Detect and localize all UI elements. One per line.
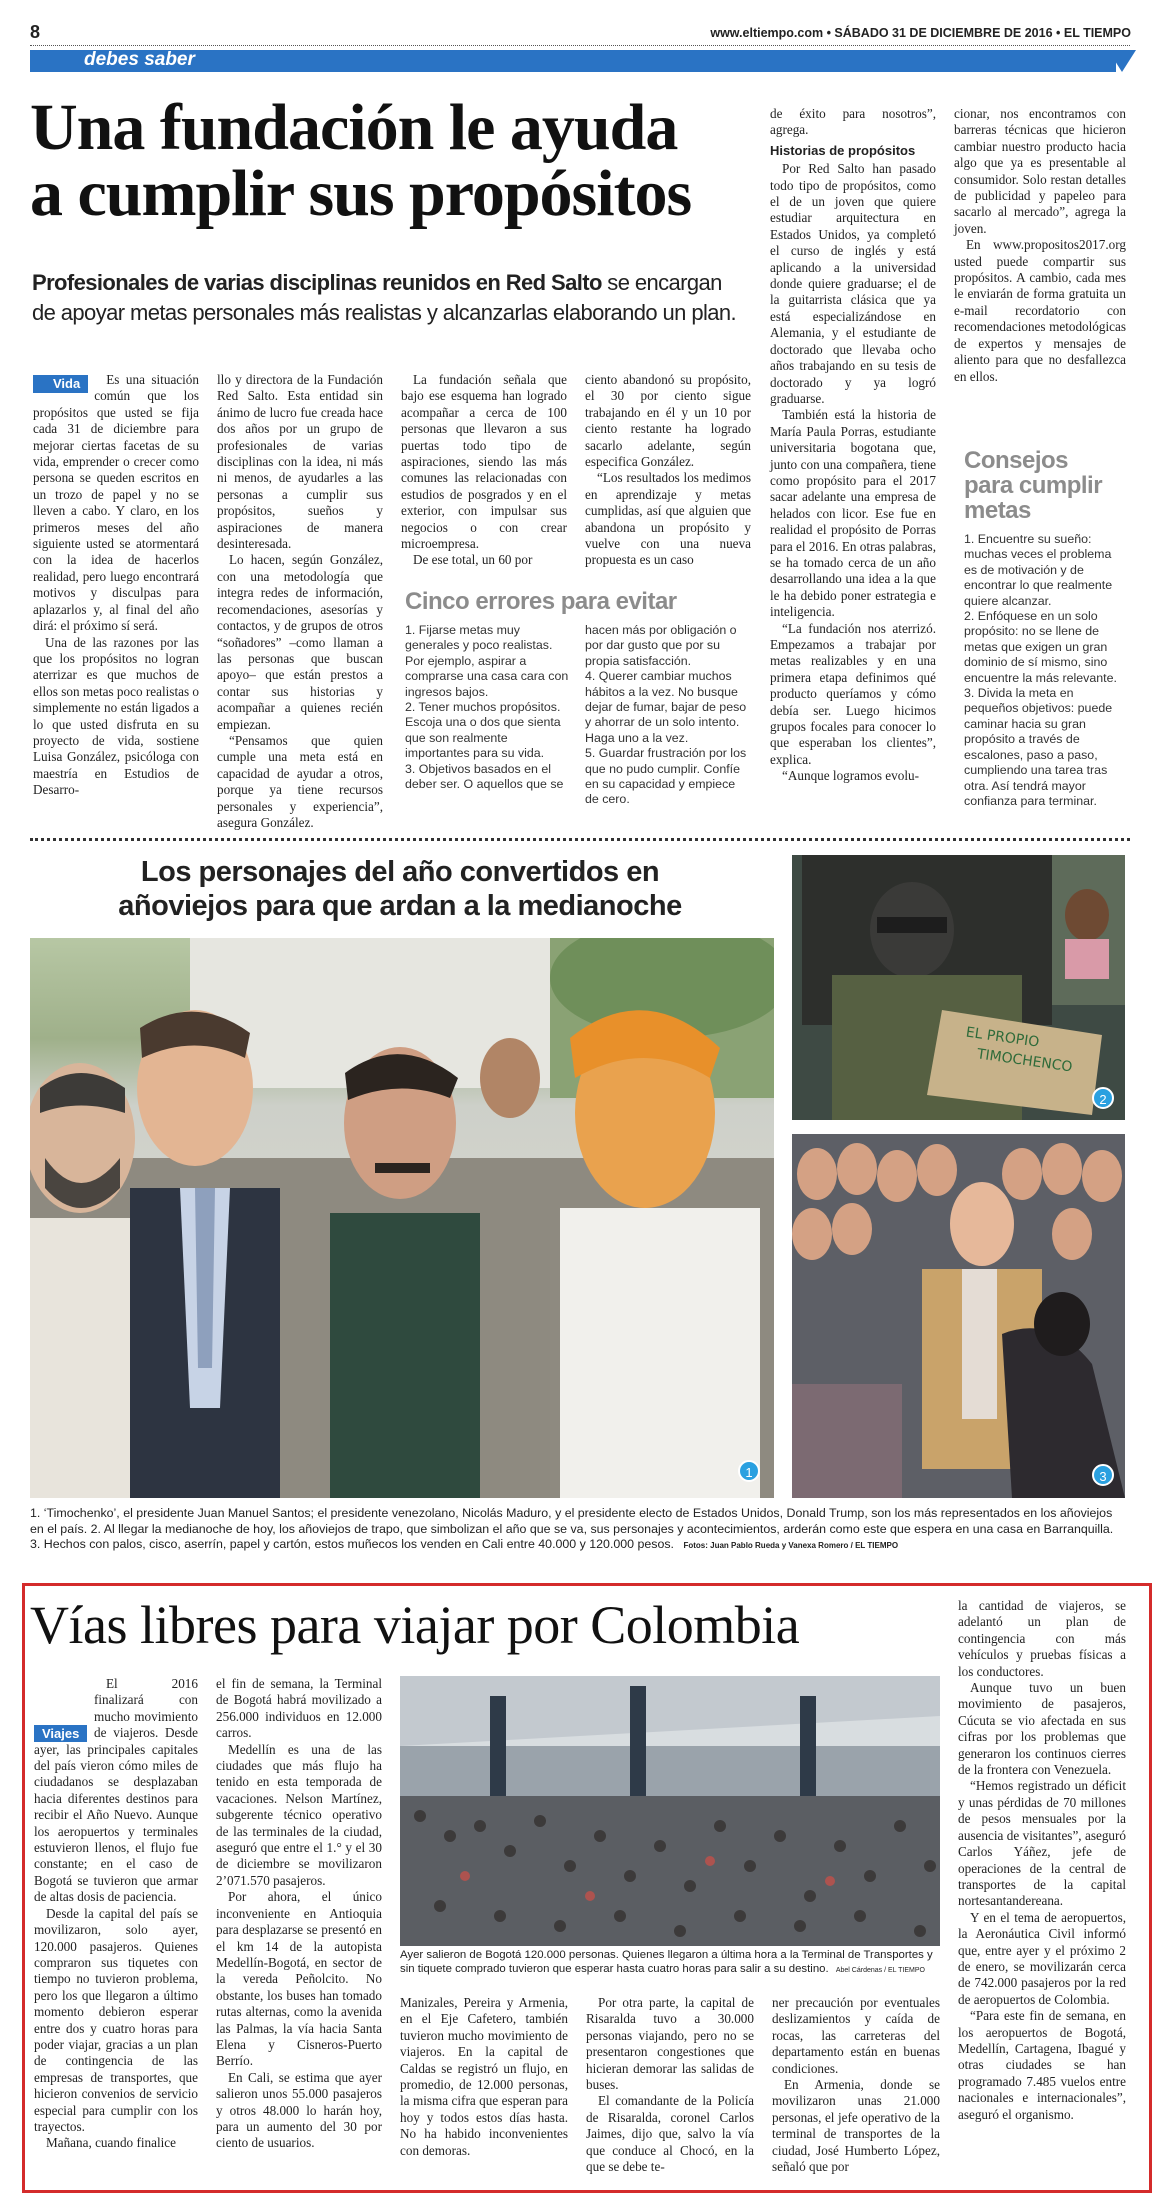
photo-timochenko-barranquilla — [792, 855, 1125, 1120]
col1-p1-text: El 2016 finalizará con mucho movimiento de viajeros. Desde ayer, las principales capitales del país vieron cómo miles de ciudadanos se desplazaban hacia diferentes destinos para recibir el Año Nuevo. Aunque los aeropuertos y terminales estuvieron llenos, el flujo fue constante; en el caso de Bogotá se tuvieron que armar de altas dosis de paciencia. — [34, 1676, 198, 1905]
photo-anoviejos-bogota — [30, 938, 774, 1498]
subhead-bold: Profesionales de varias disciplinas reunidos en Red Salto — [32, 270, 602, 295]
paragraph: Una de las razones por las que los propósitos no logran aterrizar es que muchos de ellos son metas poco realistas o simplemente no están ligados a lo que usted disfruta en su proyecto de vida, sostiene Luisa González, psicóloga con maestría en Estudios de Desarro- — [33, 634, 199, 798]
errors-title: Cinco errores para evitar — [405, 588, 677, 615]
article3-col2 — [216, 1676, 382, 2152]
paragraph: “La fundación nos aterrizó. Empezamos a trabajar por metas realizables y en una primera etapa definimos qué producto queríamos y cómo debía ser. Luego hicimos grupos focales para conocer lo que esperaban los clientes”, explica. — [770, 620, 936, 767]
tips-title-1: Consejos — [964, 447, 1069, 474]
paragraph: “Hemos registrado un déficit y unas pérdidas de 70 millones de pesos mensuales por la ausencia de visitantes”, aseguró Carlos Yáñez, jefe de operaciones de la central de transportes de la capital nortesantandereana. — [958, 1778, 1126, 1909]
paragraph: Medellín es una de las ciudades que más flujo ha tenido en esta temporada de vacaciones. Nelson Martínez, subgerente técnico operativo de las terminales de la ciudad, aseguró que entre el 1.° y el 30 de diciembre se movilizaron 2’071.570 pasajeros. — [216, 1741, 382, 1888]
paragraph: cionar, nos encontramos con barreras técnicas que hicieron cambiar nuestro producto hacia algo que ya es presentable al consumidor. Solo restan detalles de publicidad y papeleo para sacarlo al mercado”, agrega la joven. — [954, 106, 1126, 236]
paragraph-with-tag — [33, 372, 199, 635]
subhead-rest-1: se encargan — [601, 270, 722, 295]
paragraph: En www.propositos2017.org usted puede compartir sus propósitos. A cambio, cada mes le enviarán de forma gratuita un e-mail recordatorio con recomendaciones metodológicas de expertos y mensajes de aliento para que no desfallezca en ellos. — [954, 237, 1126, 384]
photo-credit: Fotos: Juan Pablo Rueda y Vanexa Romero / EL TIEMPO — [683, 1541, 899, 1551]
photo-badge-2: 2 — [1092, 1087, 1114, 1109]
tips-text: 1. Encuentre su sueño: muchas veces el problema es de motivación y de encontrar lo que realmente quiere alcanzar. 2. Enfóquese en un solo propósito: no se llene de metas que exigen un gran dominio de sí mismo, sino encuentre la más relevante. 3. Divida la meta en pequeños objetivos: puede caminar hacia su gran propósito a través de escalones, paso a paso, cumpliendo una tarea tras otra. Así tendrá mayor confianza para terminar. — [964, 532, 1117, 808]
article1-subhead — [32, 268, 772, 328]
photo-credit: Abel Cárdenas / EL TIEMPO — [835, 1967, 925, 1974]
article1-col5 — [770, 106, 936, 785]
paragraph: Y en el tema de aeropuertos, la Aeronáutica Civil informó que, entre ayer y el próximo 2 de enero, se movilizarán cerca de 742.000 pasajeros por la red de aeropuertos de Colombia. — [958, 1909, 1126, 2007]
paragraph: el fin de semana, la Terminal de Bogotá habrá movilizado a 256.000 individuos en 12.000 carros. — [216, 1676, 382, 1741]
paragraph: En Cali, se estima que ayer salieron unos 55.000 pasajeros y otros 48.000 lo harán hoy, para un aumento del 30 por ciento de usuarios. — [216, 2069, 382, 2151]
subhead-rest-2: de apoyar metas personales más realistas y alcanzarlas elaborando un plan. — [32, 300, 737, 325]
paragraph: Por ahora, el único inconveniente en Antioquia para desplazarse se presentó en el km 14 de la autopista Medellín-Bogotá, en sector de la vereda Peñolcito. No obstante, los buses han tomado rutas alternas, como la avenida las Palmas, la vía hacia Santa Elena y Cisneros-Puerto Berrío. — [216, 1889, 382, 2069]
paragraph: En Armenia, donde se movilizaron unas 21.000 personas, el jefe operativo de la terminal de transportes de la ciudad, José Humberto López, señaló que por — [772, 2077, 940, 2175]
errors-col1: 1. Fijarse metas muy generales y poco realistas. Por ejemplo, aspirar a comprarse una casa cara con ingresos bajos. 2. Tener muchos propósitos. Escoja una o dos que sienta que son realmente importantes para su vida. 3. Objetivos basados en el deber ser. O aquellos que se — [405, 623, 569, 792]
headline-line-2: a cumplir sus propósitos — [30, 157, 692, 230]
article3-headline: Vías libres para viajar por Colombia — [30, 1595, 800, 1655]
tips-title-3: metas — [964, 497, 1031, 524]
paragraph: Por Red Salto han pasado todo tipo de propósitos, como el de un joven que quiere estudiar arquitectura en Estados Unidos, ya completó el curso de inglés y está aplicando a la universidad donde quiere graduarse; el de la guitarrista clásica que ya está especializándose en Alemania, y el estudiante de doctorado que llevaba ocho años trabajando en su tesis de doctorado y ya logró graduarse. — [770, 161, 936, 406]
vida-tag: Vida — [33, 375, 88, 393]
article1-col2 — [217, 372, 383, 831]
paragraph: ner precaución por eventuales deslizamientos y caída de rocas, las carreteras del departamento están en buenas condiciones. — [772, 1995, 940, 2076]
photo-badge-1: 1 — [738, 1460, 760, 1482]
paragraph: de éxito para nosotros”, agrega. — [770, 106, 936, 138]
article2-caption — [30, 1506, 1126, 1554]
page-number: 8 — [30, 22, 41, 42]
headline-line-2: añoviejos para que ardan a la medianoche — [118, 890, 682, 922]
article1-col1 — [33, 372, 199, 799]
section-arrow — [1108, 50, 1136, 72]
sign-line-1: EL PROPIO — [964, 1024, 1041, 1051]
errors-col2: hacen más por obligación o por dar gusto que por su propia satisfacción. 4. Querer cambiar muchos hábitos a la vez. No busque dejar de fumar, bajar de peso y ahorrar de un solo intento. Haga uno a la vez. 5. Guardar frustración por los que no pudo cumplir. Confíe en su capacidad y empiece de cero. — [585, 623, 747, 807]
paragraph: Por otra parte, la capital de Risaralda tuvo a 30.000 personas viajando, pero no se presentaron congestiones que hicieran demorar las salidas de buses. — [586, 1995, 754, 2093]
paragraph: Lo hacen, según González, con una metodología que integra redes de información, recomendaciones, asesorías y contactos, y de grupos de otros “soñadores” –como llaman a las personas que buscan apoyo– que están prestos a contar sus historias y acompañar a quienes recién empiezan. — [217, 552, 383, 732]
paragraph: “Los resultados los medimos en aprendizaje y metas cumplidas, así que alguien que abandona un propósito y vuelve con una nueva propuesta es un caso — [585, 470, 751, 568]
paragraph: Desde la capital del país se movilizaron, solo ayer, 120.000 pasajeros. Quienes compraron sus tiquetes con tiempo no tuvieron problema, pero los que llegaron a último momento debieron esperar entre dos y cuatro horas para poder viajar, gracias a un plan de contingencia de las empresas de transportes, que hicieron convenios de servicio especial para cumplir con los trayectos. — [34, 1905, 198, 2134]
paragraph: Mañana, cuando finalice — [46, 2135, 176, 2151]
article3-col3 — [400, 1995, 568, 2159]
article3-photo-caption — [400, 1948, 940, 1978]
article3-col4 — [586, 1995, 754, 2175]
photo-badge-3: 3 — [1092, 1464, 1114, 1486]
paragraph: Manizales, Pereira y Armenia, en el Eje Cafetero, también tuvieron mucho movimiento de viajeros. En la capital de Caldas se registró un flujo, en promedio, de 12.000 personas, la misma cifra que esperan para hoy y todos estos días hasta. No ha habido inconvenientes con demoras. — [400, 1995, 568, 2158]
article1-headline — [30, 91, 692, 230]
paragraph-with-tag — [34, 1676, 198, 1906]
photo-4-illustration — [400, 1676, 940, 1946]
paragraph: También está la historia de María Paula Porras, estudiante universitaria bogotana que, junto con una compañera, tiene como propósito para el 2017 sacar adelante una empresa de helados con licor. Ese fue en realidad el propósito de Porras para el 2016. En otras palabras, se ha tomado cerca de un año desarrollando una idea a la que le ha debido poner estrategia e inteligencia. — [770, 407, 936, 620]
article2-headline — [30, 855, 770, 923]
paragraph: El comandante de la Policía de Risaralda, coronel Carlos Jaimes, dijo que, salvo la vía que conduce al Chocó, en la que se debe te- — [586, 2093, 754, 2175]
paragraph: “Aunque logramos evolu- — [782, 768, 919, 784]
paragraph: la cantidad de viajeros, se adelantó un plan de contingencia con más vehículos y pruebas físicas a los conductores. — [958, 1598, 1126, 1679]
photo-3-illustration — [792, 1134, 1125, 1498]
paragraph: ciento abandonó su propósito, el 30 por ciento sigue trabajando en él y un 10 por ciento restante ha logrado sacarlo adelante, según especifica González. — [585, 372, 751, 470]
article3-col6 — [958, 1598, 1126, 2123]
article1-col6 — [954, 106, 1126, 385]
col1-p1-text: Es una situación común que los propósitos que usted se fija cada 31 de diciembre para mejorar ciertas facetas de su vida, emprender o crecer como persona se queden escritos en un trozo de papel y no se lleven a cabo. Y claro, en los primeros meses del año siguiente usted se atormentará con la idea de hacerlos realidad, pero luego encontrará motivos y disculpas para aplazarlos y, al final del año dirá: el próximo sí será. — [33, 372, 199, 634]
photo-munecos-cali — [792, 1134, 1125, 1498]
article3-col5 — [772, 1995, 940, 2175]
headline-line-1: Una fundación le ayuda — [30, 91, 678, 164]
header-rule — [30, 45, 1130, 46]
article3-col1 — [34, 1676, 198, 2152]
paragraph: “Pensamos que quien cumple una meta está en capacidad de ayudar a otros, porque ya tiene recursos personales y experiencia”, asegura González. — [217, 732, 383, 830]
photo-2-illustration — [792, 855, 1125, 1120]
paragraph: La fundación señala que bajo ese esquema han logrado acompañar a cerca de 100 personas que llevaron a sus puertas todo tipo de aspiraciones, siendo las más comunes las relacionadas con estudios de posgrados y en el exterior, con impulsar sus negocios o con crear microempresa. — [401, 372, 567, 552]
paragraph: Aunque tuvo un buen movimiento de pasajeros, Cúcuta se vio afectada en sus cifras por los problemas que generaron los continuos cierres de la frontera con Venezuela. — [958, 1680, 1126, 1778]
paragraph: De ese total, un 60 por — [413, 552, 533, 568]
viajes-tag: Viajes — [34, 1725, 87, 1742]
photo-1-illustration — [30, 938, 774, 1498]
article-divider — [30, 838, 1130, 841]
tips-title — [964, 448, 1102, 523]
caption-text: 1. ‘Timochenko’, el presidente Juan Manuel Santos; el presidente venezolano, Nicolás Maduro, y el presidente electo de Estados Unidos, Donald Trump, son los más representados en los añoviejos en el país. 2. Al llegar la medianoche de hoy, los añoviejos de trapo, que simbolizan el año que se va, sus personajes y acontecimientos, arderán como este que espera en una casa en Barranquilla. 3. Hechos con palos, cisco, aserrín, papel y cartón, estos muñecos los venden en Cali entre 40.000 y 120.000 pesos. — [30, 1506, 1114, 1552]
paragraph: “Para este fin de semana, en los aeropuertos de Bogotá, Medellín, Cartagena, Ibagué y otras ciudades se han programado 7.485 vuelos entre nacionales e internacionales”, aseguró el organismo. — [958, 2008, 1126, 2122]
section-label: debes saber — [84, 49, 195, 70]
tips-title-2: para cumplir — [964, 472, 1103, 499]
article1-col3 — [401, 372, 567, 569]
photo-caption-text: Ayer salieron de Bogotá 120.000 personas. Quienes llegaron a última hora a la Terminal de Transportes y sin tiquete comprado tuvieron que esperar hasta cuatro horas para salir a su destino. — [400, 1949, 933, 1975]
page-meta: www.eltiempo.com • SÁBADO 31 DE DICIEMBRE DE 2016 • EL TIEMPO — [710, 26, 1131, 40]
paragraph: llo y directora de la Fundación Red Salto. Esta entidad sin ánimo de lucro fue creada hace dos años por un grupo de profesionales de varias disciplinas con la idea, ni más ni menos, de ayudarles a las personas a cumplir sus propósitos, sueños y aspiraciones de manera desinteresada. — [217, 372, 383, 552]
article1-col4 — [585, 372, 751, 569]
sign-line-2: TIMOCHENCO — [975, 1046, 1074, 1076]
col5-subhead: Historias de propósitos — [770, 142, 916, 158]
headline-line-1: Los personajes del año convertidos en — [140, 856, 660, 888]
photo-terminal-bogota — [400, 1676, 940, 1946]
